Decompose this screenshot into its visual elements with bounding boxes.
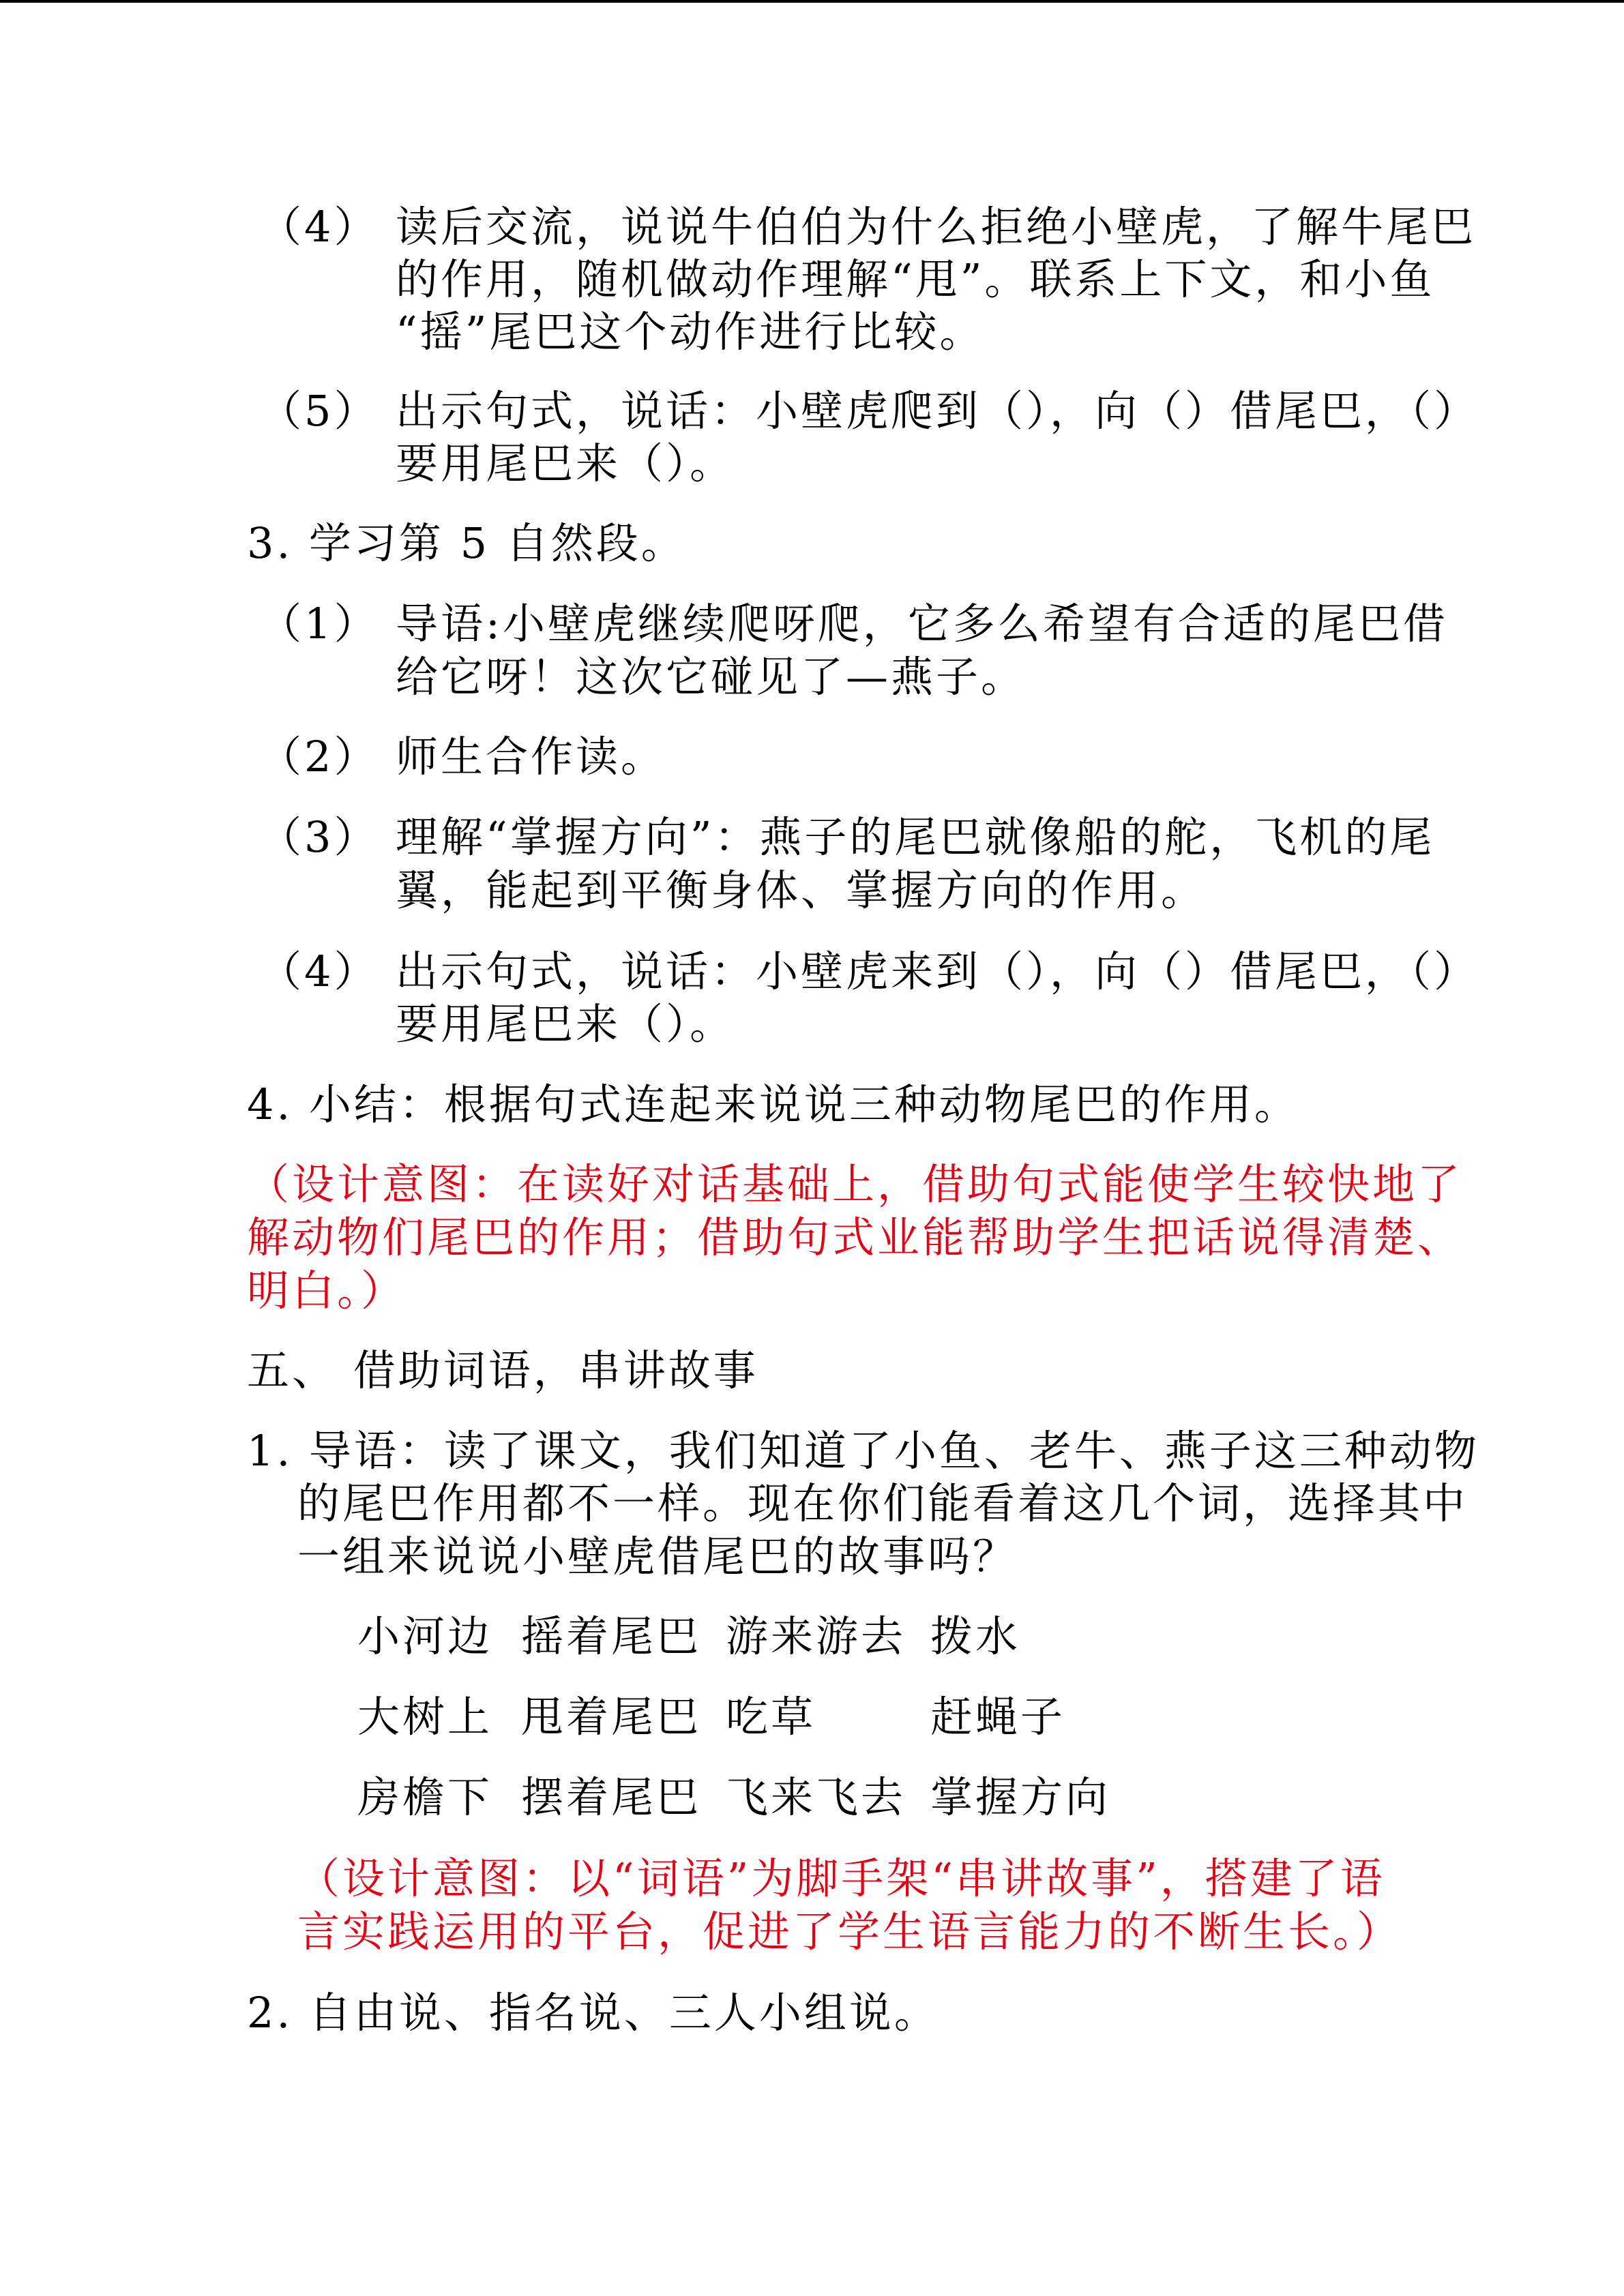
item-text-line: 读后交流，说说牛伯伯为什么拒绝小壁虎，了解牛尾巴 <box>396 202 1477 252</box>
word-cell: 大树上 <box>357 1692 493 1742</box>
word-cell: 摆着尾巴 <box>521 1772 702 1822</box>
design-intent-line: （设计意图：以“词语”为脚手架“串讲故事”，搭建了语 <box>297 1853 1385 1903</box>
item-marker: （4） <box>259 202 379 252</box>
section-item: 4. 小结：根据句式连起来说说三种动物尾巴的作用。 <box>247 1079 1299 1129</box>
item-marker: （2） <box>259 732 379 781</box>
item-marker: （5） <box>259 386 379 436</box>
item-text-line: 导语:小壁虎继续爬呀爬，它多么希望有合适的尾巴借 <box>396 599 1448 648</box>
item-text-line: 出示句式，说话：小壁虎爬到（），向（）借尾巴，（） <box>396 386 1479 436</box>
page-top-border <box>0 0 1624 3</box>
item-marker: （1） <box>259 599 379 648</box>
word-cell: 赶蝇子 <box>930 1692 1066 1742</box>
paragraph-line: 一组来说说小壁虎借尾巴的故事吗？ <box>297 1532 1018 1581</box>
item-text-line: “摇”尾巴这个动作进行比较。 <box>396 307 985 357</box>
design-intent-line: 明白。） <box>247 1266 407 1315</box>
design-intent-line: （设计意图：在读好对话基础上，借助句式能使学生较快地了 <box>247 1159 1463 1209</box>
item-marker: （4） <box>259 946 379 996</box>
item-text-line: 给它呀！这次它碰见了—燕子。 <box>396 652 1027 702</box>
item-text-line: 要用尾巴来（）。 <box>396 999 735 1049</box>
word-cell: 甩着尾巴 <box>521 1692 702 1742</box>
word-cell: 摇着尾巴 <box>521 1611 702 1661</box>
word-cell: 小河边 <box>357 1611 493 1661</box>
design-intent-line: 解动物们尾巴的作用；借助句式业能帮助学生把话说得清楚、 <box>247 1212 1463 1262</box>
word-cell: 吃草 <box>726 1692 816 1742</box>
word-cell: 掌握方向 <box>930 1772 1111 1822</box>
word-cell: 游来游去 <box>726 1611 906 1661</box>
paragraph-line: 1. 导语：读了课文，我们知道了小鱼、老牛、燕子这三种动物 <box>247 1426 1479 1476</box>
item-text-line: 要用尾巴来（）。 <box>396 438 735 488</box>
paragraph-line: 2. 自由说、指名说、三人小组说。 <box>247 1988 939 2038</box>
word-cell: 拨水 <box>930 1611 1021 1661</box>
word-cell: 房檐下 <box>357 1772 493 1822</box>
section-heading: 五、 借助词语，串讲故事 <box>247 1345 758 1395</box>
item-text-line: 出示句式，说话：小壁虎来到（），向（）借尾巴，（） <box>396 946 1479 996</box>
design-intent-line: 言实践运用的平台，促进了学生语言能力的不断生长。） <box>297 1907 1402 1956</box>
item-text-line: 理解“掌握方向”：燕子的尾巴就像船的舵，飞机的尾 <box>396 812 1435 862</box>
section-item: 3. 学习第 5 自然段。 <box>247 518 686 568</box>
item-marker: （3） <box>259 812 379 862</box>
item-text-line: 师生合作读。 <box>396 732 666 781</box>
item-text-line: 翼，能起到平衡身体、掌握方向的作用。 <box>396 865 1207 915</box>
paragraph-line: 的尾巴作用都不一样。现在你们能看着这几个词，选择其中 <box>297 1478 1468 1528</box>
word-cell: 飞来飞去 <box>726 1772 906 1822</box>
item-text-line: 的作用，随机做动作理解“甩”。联系上下文，和小鱼 <box>396 254 1435 304</box>
